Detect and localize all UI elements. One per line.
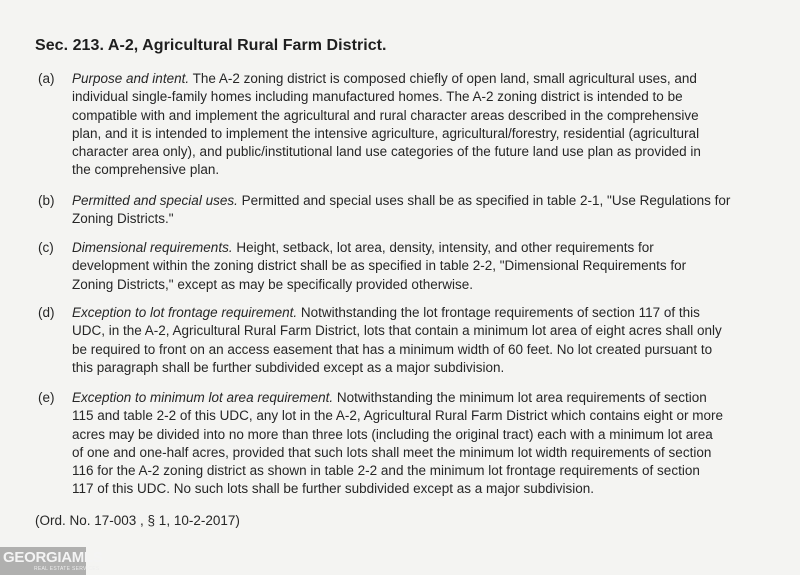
clause-heading: Permitted and special uses. — [72, 193, 238, 208]
clause-letter: (e) — [38, 390, 55, 405]
clause-line: 117 of this UDC. No such lots shall be further subdivided except as a major subdivision. — [72, 481, 595, 497]
clause-line: 116 for the A-2 zoning district as shown in table 2-2 and the minimum lot frontage requirements of section — [72, 463, 700, 479]
clause-line: Exception to lot frontage requirement. Notwithstanding the lot frontage requirements of section 117 of this — [72, 305, 700, 320]
clause-heading: Exception to lot frontage requirement. — [72, 305, 298, 320]
clause-line: be required to front on an access easement that has a minimum width of 60 feet. No lot created pursuant to — [72, 341, 713, 357]
georgiamls-watermark-logo — [0, 547, 103, 575]
section-title: Sec. 213. A-2, Agricultural Rural Farm District. — [35, 37, 387, 54]
clause-line: 115 and table 2-2 of this UDC, any lot in the A-2, Agricultural Rural Farm District which contains eight or more — [72, 408, 724, 424]
ordinance-reference: (Ord. No. 17-003 , § 1, 10-2-2017) — [35, 513, 240, 528]
clause-line: Purpose and intent. The A-2 zoning district is composed chiefly of open land, small agricultural uses, and — [72, 71, 697, 86]
clause-body — [72, 192, 762, 229]
clause-line: Dimensional requirements. Height, setback, lot area, density, intensity, and other requirements for — [72, 240, 654, 255]
clause-body — [72, 70, 762, 180]
clause-line: of one and one-half acres, provided that such lots shall meet the minimum lot width requirements of section — [72, 444, 712, 460]
clause-line: individual single-family homes including manufactured homes. The A-2 zoning district is intended to be — [72, 89, 683, 105]
clause-letter: (a) — [38, 71, 55, 86]
clause-line: compatible with and implement the agricultural and rural character areas described in the comprehensive — [72, 107, 699, 123]
clause-line: this paragraph shall be further subdivided except as a major subdivision. — [72, 359, 505, 375]
clause-letter: (b) — [38, 193, 55, 208]
clause-line: Permitted and special uses. Permitted and special uses shall be as specified in table 2-1, "Use Regulations for — [72, 193, 731, 208]
clause-heading: Dimensional requirements. — [72, 240, 233, 255]
clause-body — [72, 389, 762, 499]
clause-line: character area only), and public/institutional land use categories of the future land use plan as provided in — [72, 144, 701, 160]
watermark-brand: GEORGIAMLS — [3, 549, 103, 566]
clause-line: the comprehensive plan. — [72, 162, 220, 178]
clause-line: Zoning Districts," except as may be specifically provided otherwise. — [72, 276, 473, 292]
clause-line: development within the zoning district shall be as specified in table 2-2, "Dimensional Requirements for — [72, 258, 687, 274]
clause-heading: Purpose and intent. — [72, 71, 190, 86]
clause-line: plan, and it is intended to implement the intensive agriculture, agricultural/forestry, residential (agricultural — [72, 125, 700, 141]
watermark-subtitle: REAL ESTATE SERVICES — [34, 566, 100, 572]
clause-line: UDC, in the A-2, Agricultural Rural Farm District, lots that contain a minimum lot area of eight acres shall only — [72, 323, 722, 339]
clause-line: Zoning Districts." — [72, 211, 174, 227]
clause-letter: (c) — [38, 240, 54, 255]
clause-body — [72, 304, 762, 377]
clause-body — [72, 239, 762, 294]
clause-line: acres may be divided into no more than three lots (including the original tract) each with a minimum lot area — [72, 426, 713, 442]
clause-letter: (d) — [38, 305, 55, 320]
clause-line: Exception to minimum lot area requirement. Notwithstanding the minimum lot area requirements of section — [72, 390, 707, 405]
clause-heading: Exception to minimum lot area requirement. — [72, 390, 334, 405]
